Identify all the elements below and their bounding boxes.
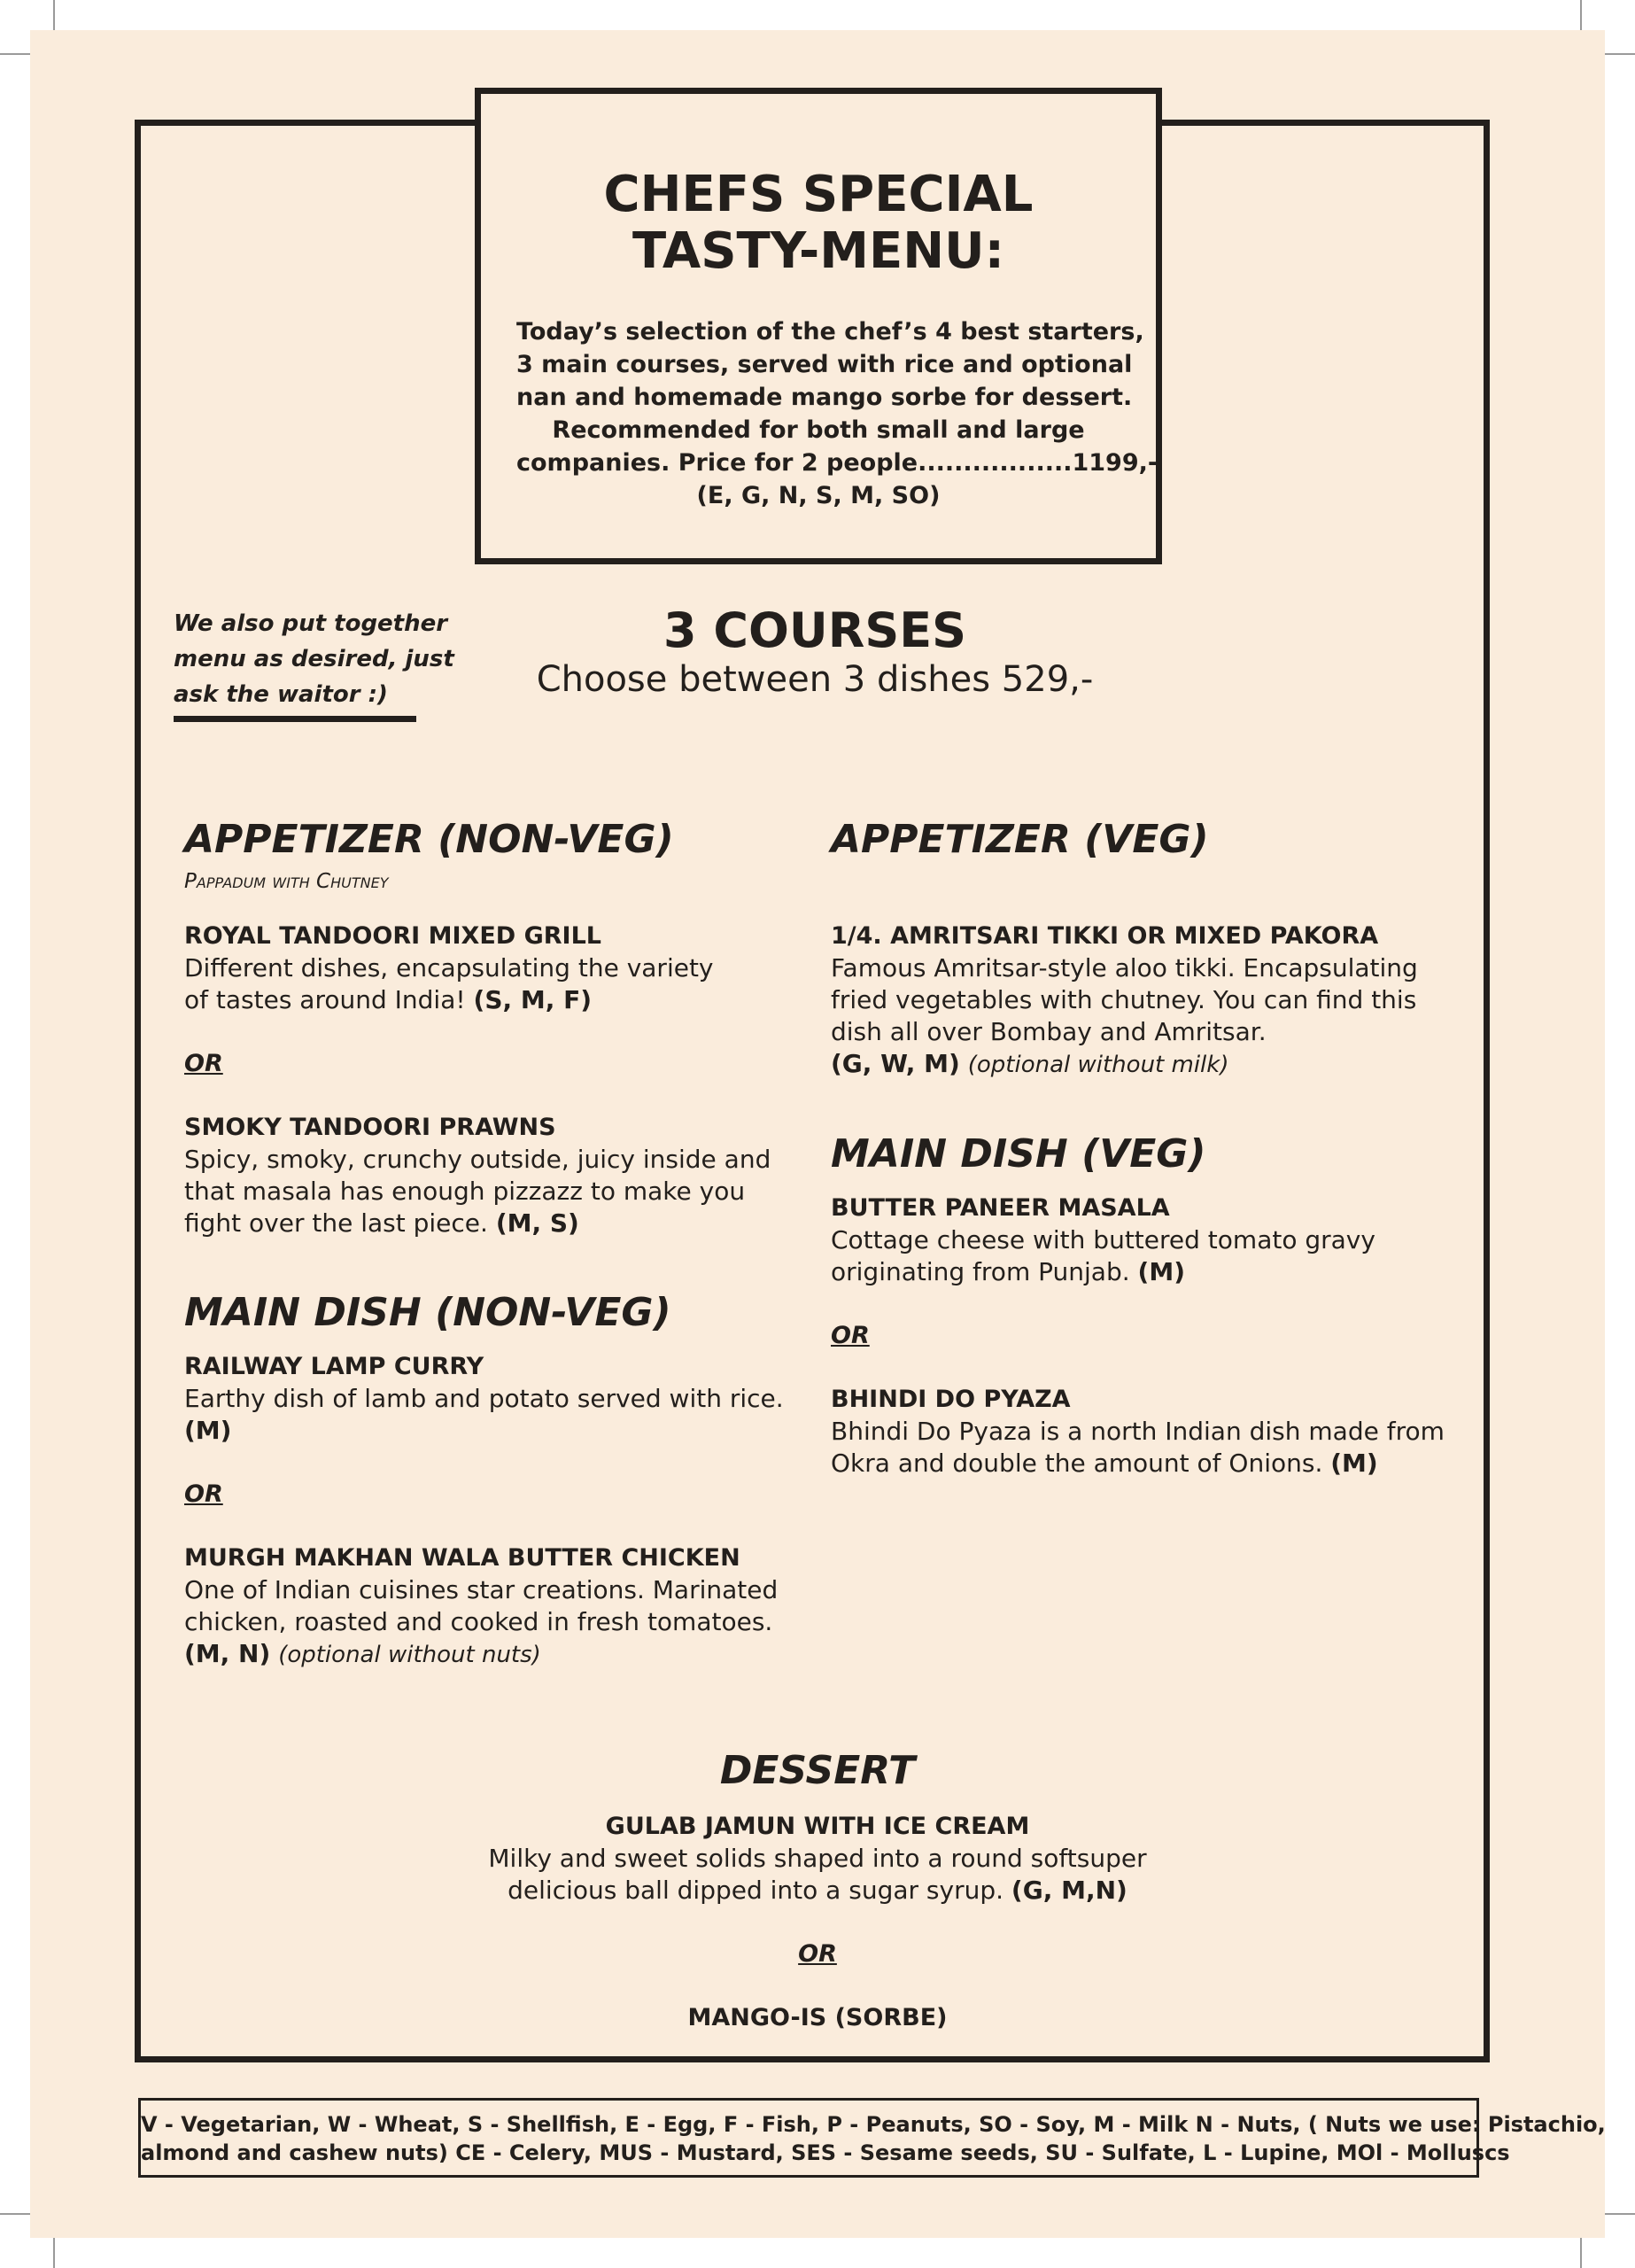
or-divider: OR bbox=[184, 1480, 223, 1508]
crop-mark bbox=[53, 2238, 55, 2268]
crop-mark bbox=[1605, 53, 1635, 55]
section-title-appetizer-veg: APPETIZER (VEG) bbox=[831, 817, 1209, 862]
dish-name: SMOKY TANDOORI PRAWNS bbox=[184, 1114, 556, 1141]
section-title-main-nonveg: MAIN DISH (NON-VEG) bbox=[184, 1290, 671, 1335]
dish-item bbox=[184, 1112, 813, 1239]
allergen-codes: (M) bbox=[184, 1416, 232, 1445]
chefs-special-description: Today’s selection of the chef’s 4 best starters, 3 main courses, served with rice and optional nan and homemade mango sorbe for dessert. Recommended for both small and large companies. Price for 2 people.................1199,- (E, G, N, S, M, SO) bbox=[516, 318, 1158, 509]
dish-name: RAILWAY LAMP CURRY bbox=[184, 1353, 484, 1380]
custom-menu-note: We also put together menu as desired, just ask the waitor :) bbox=[174, 610, 454, 708]
dish-name: GULAB JAMUN WITH ICE CREAM bbox=[605, 1813, 1030, 1840]
allergen-codes: (M, S) bbox=[495, 1208, 579, 1238]
dish-name: ROYAL TANDOORI MIXED GRILL bbox=[184, 922, 602, 950]
dish-item bbox=[184, 1351, 813, 1447]
section-title-main-veg: MAIN DISH (VEG) bbox=[831, 1131, 1206, 1177]
section-title-appetizer-nonveg: APPETIZER (NON-VEG) bbox=[184, 817, 674, 862]
allergen-codes: (S, M, F) bbox=[473, 985, 593, 1014]
allergen-legend: V - Vegetarian, W - Wheat, S - Shellfish, E - Egg, F - Fish, P - Peanuts, SO - Soy, M - Milk N - Nuts, ( Nuts we use: Pistachio, almond and cashew nuts) CE - Celery, MUS - Mustard, SES - Sesame seeds, SU - Sulfate, L - Lupine, MOl - Molluscs bbox=[138, 2098, 1479, 2178]
crop-mark bbox=[0, 53, 30, 55]
allergen-codes: (M) bbox=[1330, 1449, 1378, 1478]
dish-description: Famous Amritsar-style aloo tikki. Encapsulating fried vegetables with chutney. You can find this dish all over Bombay and Amritsar. (G, W, M) (optional without milk) bbox=[831, 953, 1418, 1078]
dish-description: Milky and sweet solids shaped into a round softsuper delicious ball dipped into a sugar syrup. (G, M,N) bbox=[488, 1844, 1147, 1905]
allergen-codes: (G, M,N) bbox=[1011, 1876, 1127, 1905]
optional-note: (optional without nuts) bbox=[278, 1642, 541, 1668]
dish-item bbox=[831, 920, 1460, 1081]
dish-name: BHINDI DO PYAZA bbox=[831, 1386, 1071, 1413]
veg-column bbox=[831, 812, 1460, 1480]
optional-note: (optional without milk) bbox=[967, 1052, 1229, 1078]
crop-mark bbox=[1580, 2238, 1582, 2268]
dish-description: Spicy, smoky, crunchy outside, juicy inside and that masala has enough pizzazz to make you fight over the last piece. (M, S) bbox=[184, 1145, 771, 1238]
section-title-dessert: DESSERT bbox=[719, 1748, 916, 1793]
dish-name: MANGO-IS (SORBE) bbox=[687, 2004, 948, 2031]
dish-description: Bhindi Do Pyaza is a north Indian dish made from Okra and double the amount of Onions. (M) bbox=[831, 1417, 1445, 1478]
dish-name: BUTTER PANEER MASALA bbox=[831, 1194, 1170, 1222]
dish-item bbox=[831, 1384, 1460, 1480]
chefs-special-box bbox=[475, 88, 1162, 564]
note-underline bbox=[174, 716, 416, 722]
courses-price: Choose between 3 dishes 529,- bbox=[536, 659, 1094, 700]
allergen-codes: (M) bbox=[1137, 1257, 1185, 1286]
dish-description: Different dishes, encapsulating the variety of tastes around India! (S, M, F) bbox=[184, 953, 714, 1014]
courses-heading: 3 COURSES bbox=[663, 602, 966, 658]
crop-mark bbox=[0, 2213, 30, 2215]
dish-name: MURGH MAKHAN WALA BUTTER CHICKEN bbox=[184, 1544, 740, 1572]
crop-mark bbox=[1580, 0, 1582, 30]
dish-description: Earthy dish of lamb and potato served with rice. (M) bbox=[184, 1383, 813, 1447]
dish-name: 1/4. AMRITSARI TIKKI OR MIXED PAKORA bbox=[831, 922, 1379, 950]
dish-item bbox=[831, 1192, 1460, 1288]
dish-item bbox=[184, 920, 813, 1016]
dish-item bbox=[184, 1542, 813, 1671]
crop-mark bbox=[53, 0, 55, 30]
dish-description: Cottage cheese with buttered tomato gravy originating from Punjab. (M) bbox=[831, 1225, 1375, 1286]
crop-mark bbox=[1605, 2213, 1635, 2215]
or-divider: OR bbox=[184, 1050, 223, 1077]
or-divider: OR bbox=[831, 1322, 870, 1349]
dish-description: One of Indian cuisines star creations. Marinated chicken, roasted and cooked in fresh tomatoes. (M, N) (optional without nuts) bbox=[184, 1575, 779, 1668]
dessert-section bbox=[372, 1740, 1263, 2034]
or-divider: OR bbox=[798, 1940, 837, 1968]
section-subtitle: Pappadum with Chutney bbox=[184, 870, 389, 893]
allergen-codes: (G, W, M) bbox=[831, 1049, 960, 1078]
chefs-special-title: CHEFS SPECIAL TASTY-MENU: bbox=[603, 166, 1034, 280]
allergen-codes: (M, N) bbox=[184, 1639, 271, 1668]
non-veg-column bbox=[184, 812, 813, 1671]
